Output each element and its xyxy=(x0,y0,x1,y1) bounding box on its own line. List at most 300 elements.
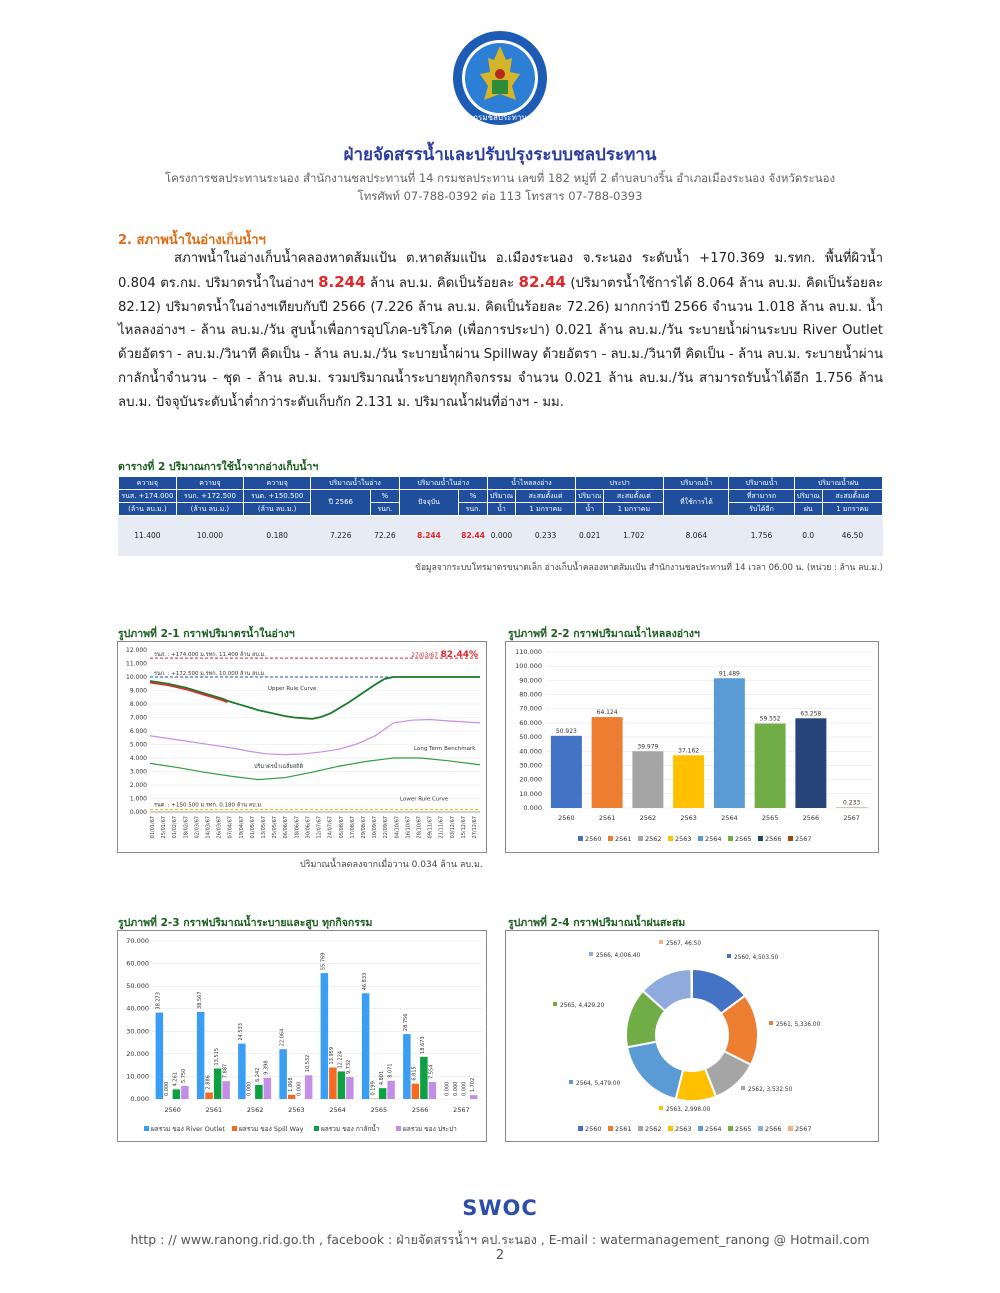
x-tick-label: 18/02/67 xyxy=(183,816,190,839)
th3-2: (ล้าน ลบ.ม.) xyxy=(176,503,243,516)
legend-label: 2564 xyxy=(705,835,722,843)
slice-label-swatch xyxy=(727,954,731,958)
x-tick-label: 06/06/67 xyxy=(283,816,290,839)
x-tick-label: 2560 xyxy=(164,1106,181,1114)
rainfall-donut-chart xyxy=(505,930,879,1142)
data-label: 9.398 xyxy=(263,1060,270,1075)
x-tick-label: 25/05/67 xyxy=(272,816,279,839)
data-label: 0.000 xyxy=(461,1081,468,1096)
data-label: 12.224 xyxy=(337,1050,344,1069)
y-tick-label: 30.000 xyxy=(519,761,542,770)
legend-label: 2565 xyxy=(735,1125,752,1133)
x-tick-label: 13/05/67 xyxy=(261,816,268,839)
x-tick-label: 29/08/67 xyxy=(360,816,367,839)
data-label: 4.801 xyxy=(378,1070,385,1086)
legend-swatch xyxy=(758,1126,763,1131)
x-tick-label: 03/12/67 xyxy=(449,816,456,839)
cell-13: 1.756 xyxy=(729,516,794,556)
royal-irrigation-logo xyxy=(450,28,550,128)
lower-rule-curve-line xyxy=(150,758,480,780)
logo-text: กรมชลประทาน xyxy=(473,113,527,122)
data-label: 55.769 xyxy=(320,952,327,971)
data-label: 13.959 xyxy=(329,1046,336,1065)
donut-slice xyxy=(691,969,692,999)
th-volume-2566: ปริมาณน้ำในอ่าง xyxy=(311,477,399,490)
th3-5: รนก. xyxy=(459,503,487,516)
data-label: 1.868 xyxy=(287,1077,294,1092)
x-tick-label: 17/08/67 xyxy=(349,816,356,839)
bar xyxy=(412,1084,420,1099)
data-label: 28.756 xyxy=(403,1013,410,1032)
data-label: 46.833 xyxy=(361,972,368,991)
legend-label: 2560 xyxy=(585,835,602,843)
para-part-3: (ปริมาตรน้ำใช้การได้ 8.064 ล้าน ลบ.ม. คิดเป็นร้อยละ 82.12) ปริมาตรน้ำในอ่างฯเทียบกับปี 2566 (7.226 ล้าน ลบ.ม. คิดเป็นร้อยละ 72.26) มากกว่าปี 2566 จำนวน 1.018 ล้าน ลบ.ม. น้ำไหลลงอ่างฯ - ล้าน ลบ.ม./วัน สูบน้ำเพื่อการอุปโภค-บริโภค (เพื่อการประปา) 0.021 ล้าน ลบ.ม./วัน ระบายน้ำผ่านระบบ River Outlet ด้วยอัตรา - ลบ.ม./วินาที คิดเป็น - ล้าน ลบ.ม./วัน ระบายน้ำผ่าน Spillway ด้วยอัตรา - ลบ.ม./วินาที คิดเป็น - ล้าน ลบ.ม. ระบายน้ำผ่านกาลักน้ำจำนวน - ชุด - ล้าน ลบ.ม. รวมปริมาณน้ำระบายทุกกิจกรรม จำนวน 0.021 ล้าน ลบ.ม./วัน สามารถรับน้ำได้อีก 1.756 ล้าน ลบ.ม. ปัจจุบันระดับน้ำต่ำกว่าระดับเก็บกัก 2.131 ม. ปริมาณน้ำฝนที่อ่างฯ - มม. xyxy=(118,275,883,410)
data-label: 50.923 xyxy=(555,727,577,735)
legend-swatch xyxy=(668,1126,673,1131)
y-tick-label: 110.000 xyxy=(515,648,542,656)
x-tick-label: 27/12/67 xyxy=(472,816,478,839)
y-tick-label: 10.000 xyxy=(519,789,542,798)
x-tick-label: 18/06/67 xyxy=(294,816,301,839)
x-tick-label: 2567 xyxy=(843,814,860,822)
data-label: 38.567 xyxy=(196,991,203,1009)
cell-11: 1.702 xyxy=(604,516,664,556)
legend-swatch xyxy=(728,1126,733,1131)
x-tick-label: 2564 xyxy=(329,1106,346,1114)
data-label: 1.702 xyxy=(469,1077,476,1093)
y-tick-label: 40.000 xyxy=(519,747,542,756)
th-volume-now: ปริมาณน้ำในอ่าง xyxy=(399,477,487,490)
data-label: 38.273 xyxy=(155,992,162,1010)
x-tick-label: 30/06/67 xyxy=(305,816,312,839)
legend-label: 2562 xyxy=(645,1125,662,1133)
th2-8: ปริมาณ xyxy=(487,490,515,503)
data-label: 7.554 xyxy=(428,1064,435,1079)
y-tick-label: 70.000 xyxy=(126,937,149,945)
data-label: 9.732 xyxy=(346,1059,353,1075)
bar xyxy=(329,1067,337,1099)
x-tick-label: 22/09/67 xyxy=(383,816,390,839)
y-tick-label: 12.000 xyxy=(126,647,147,654)
current-year-line xyxy=(150,683,228,703)
data-label: 2.886 xyxy=(205,1075,212,1090)
bar xyxy=(264,1078,272,1099)
th-water-supply: ประปา xyxy=(576,477,664,490)
min-level-label: รนต. : +150.500 ม.รทก. 0.180 ล้าน ลบ.ม. xyxy=(154,802,263,809)
lower-rule-label: Lower Rule Curve xyxy=(400,796,449,803)
th-receivable: ปริมาณน้ำ xyxy=(729,477,794,490)
legend-label: 2561 xyxy=(615,1125,632,1133)
section-heading: 2. สภาพน้ำในอ่างเก็บน้ำฯ xyxy=(118,233,266,248)
bar xyxy=(379,1088,387,1099)
cell-3: 0.180 xyxy=(244,516,311,556)
data-label: 0.000 xyxy=(452,1081,459,1096)
y-tick-label: 100.000 xyxy=(515,662,542,671)
y-tick-label: 11.000 xyxy=(126,660,147,668)
th2-9: สะสมตั้งแต่ xyxy=(516,490,576,503)
th2-5: % xyxy=(371,490,399,503)
th2-1: รนส. +174.000 xyxy=(119,490,177,503)
x-tick-label: 01/01/67 xyxy=(150,816,156,839)
normal-level-label: รนก. : +172.500 ม.รทก. 10.000 ล้าน ลบ.ม. xyxy=(154,671,266,677)
data-label: 0.199 xyxy=(370,1081,377,1096)
th-capacity-normal: ความจุ xyxy=(176,477,243,490)
data-label: 22.064 xyxy=(279,1028,286,1047)
th-capacity-max: ความจุ xyxy=(119,477,177,490)
x-tick-label: 2561 xyxy=(205,1106,223,1114)
y-tick-label: 2.000 xyxy=(129,782,147,789)
data-label: 10.532 xyxy=(304,1054,311,1073)
upper-rule-curve-line xyxy=(150,677,480,719)
bar xyxy=(755,724,786,808)
table-header-row-2 xyxy=(119,490,883,503)
data-label: 6.815 xyxy=(411,1066,418,1081)
th2-13: ที่สามารถ xyxy=(729,490,794,503)
swoc-brand: SWOC xyxy=(462,1196,538,1220)
bar xyxy=(795,718,826,808)
y-tick-label: 50.000 xyxy=(519,733,542,742)
legend-label: 2565 xyxy=(735,835,752,843)
legend-swatch xyxy=(396,1126,401,1131)
legend-label: 2562 xyxy=(645,835,662,843)
bar xyxy=(288,1095,296,1099)
bar xyxy=(222,1081,230,1099)
legend-label: ผลรวม ของ กาลักน้ำ xyxy=(321,1125,380,1133)
x-tick-label: 12/07/67 xyxy=(316,816,323,839)
water-usage-table xyxy=(118,476,883,556)
para-part-1: สภาพน้ำในอ่างเก็บน้ำคลองหาดส้มแป้น ต.หาดส้มแป้น อ.เมืองระนอง จ.ระนอง ระดับน้ำ +170.369 ม.รทก. พื้นที่ผิวน้ำ 0.804 ตร.กม. ปริมาตรน้ำในอ่างฯ xyxy=(118,251,883,291)
legend-label: ผลรวม ของ River Outlet xyxy=(151,1125,225,1133)
cell-9: 0.233 xyxy=(516,516,576,556)
legend-swatch xyxy=(728,836,733,841)
x-tick-label: 28/10/67 xyxy=(416,816,423,839)
bar xyxy=(205,1092,213,1099)
slice-label: 2563, 2,998.00 xyxy=(666,1107,711,1113)
highlight-percent: 82.44 xyxy=(518,272,566,291)
th2-14: ปริมาณ xyxy=(794,490,822,503)
data-label: 63.258 xyxy=(800,710,822,718)
data-label: 18.673 xyxy=(420,1036,427,1054)
bar xyxy=(420,1057,428,1099)
legend-swatch xyxy=(668,836,673,841)
x-tick-label: 04/10/67 xyxy=(394,816,401,839)
legend-label: 2566 xyxy=(765,1125,782,1133)
fig1-title: รูปภาพที่ 2-1 กราฟปริมาตรน้ำในอ่างฯ xyxy=(118,628,295,640)
cell-2: 10.000 xyxy=(176,516,243,556)
slice-label-swatch xyxy=(741,1086,745,1090)
slice-label-swatch xyxy=(659,940,663,944)
th3-8: น้ำ xyxy=(576,503,604,516)
legend-label: 2564 xyxy=(705,1125,722,1133)
data-label: 6.242 xyxy=(255,1067,262,1082)
slice-label-swatch xyxy=(569,1080,573,1084)
y-tick-label: 50.000 xyxy=(126,982,149,991)
x-tick-label: 01/05/67 xyxy=(249,816,256,839)
legend-swatch xyxy=(232,1126,237,1131)
org-address: โครงการชลประทานระนอง สำนักงานชลประทานที่ 14 กรมชลประทาน เลขที่ 182 หมู่ที่ 2 ตำบลบางริ้น อำเภอเมืองระนอง จังหวัดระนอง xyxy=(164,171,836,185)
th2-11: สะสมตั้งแต่ xyxy=(604,490,664,503)
cell-7: 82.44 xyxy=(459,516,487,556)
table-header-row-1 xyxy=(119,477,883,490)
x-tick-label: 16/10/67 xyxy=(405,816,412,839)
y-tick-label: 1.000 xyxy=(129,795,147,803)
legend-swatch xyxy=(578,1126,583,1131)
bar xyxy=(305,1075,313,1099)
y-tick-label: 6.000 xyxy=(129,728,147,735)
fig2-title: รูปภาพที่ 2-2 กราฟปริมาณน้ำไหลลงอ่างฯ xyxy=(508,628,700,640)
slice-label-swatch xyxy=(589,952,593,956)
legend-label: 2567 xyxy=(795,835,812,843)
y-tick-label: 80.000 xyxy=(519,690,542,699)
bar xyxy=(214,1068,222,1099)
fig3-title: รูปภาพที่ 2-3 กราฟปริมาณน้ำระบายและสูบ ทุกกิจกรรม xyxy=(118,917,373,929)
legend-label: 2566 xyxy=(765,835,782,843)
legend-swatch xyxy=(698,836,703,841)
legend-swatch xyxy=(788,1126,793,1131)
data-label: 39.979 xyxy=(637,743,659,751)
footer-contact: http : // www.ranong.rid.go.th , facebook : ฝ่ายจัดสรรน้ำฯ คป.ระนอง , E-mail : watermanagement_ranong @ Hotmail.com xyxy=(130,1232,870,1247)
data-label: 0.233 xyxy=(843,799,861,807)
bar xyxy=(470,1095,478,1099)
x-tick-label: 21/11/67 xyxy=(438,816,445,839)
avg-label: ปริมาตรน้ำเฉลี่ยสถิติ xyxy=(254,764,304,771)
bar xyxy=(387,1081,395,1099)
donut-slice xyxy=(627,1042,683,1099)
th-rainfall: ปริมาณน้ำฝน xyxy=(794,477,882,490)
y-tick-label: 5.000 xyxy=(129,741,147,749)
bar xyxy=(551,736,582,808)
bar xyxy=(338,1071,346,1099)
y-tick-label: 90.000 xyxy=(519,676,542,685)
y-tick-label: 60.000 xyxy=(126,959,149,968)
data-label: 5.750 xyxy=(181,1068,188,1084)
cell-14: 0.0 xyxy=(794,516,822,556)
x-tick-label: 05/08/67 xyxy=(338,816,345,839)
th2-10: ปริมาณ xyxy=(576,490,604,503)
x-tick-label: 2561 xyxy=(598,814,616,822)
y-tick-label: 20.000 xyxy=(126,1049,149,1058)
x-tick-label: 14/03/67 xyxy=(205,816,212,839)
cell-5: 72.26 xyxy=(371,516,399,556)
th-usable: ปริมาณน้ำ xyxy=(664,477,729,490)
org-phone: โทรศัพท์ 07-788-0392 ต่อ 113 โทรสาร 07-788-0393 xyxy=(357,189,643,203)
x-tick-label: 2564 xyxy=(721,814,738,822)
legend-label: 2561 xyxy=(615,835,632,843)
x-tick-label: 2565 xyxy=(761,814,779,822)
legend-swatch xyxy=(638,1126,643,1131)
y-tick-label: 10.000 xyxy=(126,1072,149,1081)
reservoir-status-paragraph xyxy=(118,247,883,415)
cell-4: 7.226 xyxy=(311,516,371,556)
y-tick-label: 9.000 xyxy=(129,687,147,695)
bar xyxy=(362,993,370,1099)
y-tick-label: 70.000 xyxy=(519,704,542,713)
th2-4: ปี 2566 xyxy=(311,490,371,516)
data-label: 0.000 xyxy=(246,1081,253,1096)
data-label: 37.162 xyxy=(678,747,700,755)
legend-swatch xyxy=(608,836,613,841)
x-tick-label: 01/02/67 xyxy=(172,816,179,839)
cell-6: 8.244 xyxy=(399,516,459,556)
release-chart xyxy=(117,930,487,1142)
legend-swatch xyxy=(758,836,763,841)
x-tick-label: 2562 xyxy=(639,814,657,822)
y-tick-label: 7.000 xyxy=(129,714,147,722)
bar xyxy=(181,1086,189,1099)
y-tick-label: 10.000 xyxy=(126,674,147,681)
y-tick-label: 60.000 xyxy=(519,718,542,727)
x-tick-label: 25/01/67 xyxy=(161,816,168,839)
data-label: 91.489 xyxy=(718,670,740,678)
table-title: ตารางที่ 2 ปริมาณการใช้น้ำจากอ่างเก็บน้ำฯ xyxy=(118,461,319,473)
th3-12: 1 มกราคม xyxy=(822,503,882,516)
slice-label: 2561, 5,336.00 xyxy=(776,1022,821,1028)
legend-label: 2560 xyxy=(585,1125,602,1133)
th3-11: ฝน xyxy=(794,503,822,516)
table-source-note: ข้อมูลจากระบบโทรมาตรขนาดเล็ก อ่างเก็บน้ำคลองหาดส้มแป้น สำนักงานชลประทานที่ 14 เวลา 06.00 น. (หน่วย : ล้าน ลบ.ม.) xyxy=(415,563,883,573)
y-tick-label: 20.000 xyxy=(519,775,542,784)
legend-label: ผลรวม ของ Spill Way xyxy=(239,1125,304,1133)
legend-swatch xyxy=(578,836,583,841)
data-label: 64.124 xyxy=(596,709,618,717)
current-date-label: 27/03/67 : xyxy=(411,652,442,660)
x-tick-label: 2563 xyxy=(288,1106,305,1114)
y-tick-label: 8.000 xyxy=(129,701,147,708)
x-tick-label: 2562 xyxy=(246,1106,264,1114)
y-tick-label: 30.000 xyxy=(126,1027,149,1036)
x-tick-label: 2565 xyxy=(370,1106,388,1114)
data-label: 8.071 xyxy=(387,1063,394,1078)
bar xyxy=(673,755,704,808)
ltb-label: Long Term Benchmark xyxy=(414,745,476,752)
upper-rule-label: Upper Rule Curve xyxy=(268,685,317,692)
y-tick-label: 4.000 xyxy=(129,755,147,762)
highlight-volume: 8.244 xyxy=(318,272,366,291)
x-tick-label: 07/04/67 xyxy=(227,816,234,839)
legend-swatch xyxy=(698,1126,703,1131)
th3-7: 1 มกราคม xyxy=(516,503,576,516)
y-tick-label: 0.000 xyxy=(130,1095,149,1103)
slice-label: 2567, 46.50 xyxy=(666,941,702,947)
x-tick-label: 26/03/67 xyxy=(216,816,223,839)
table-header-row-3 xyxy=(119,503,883,516)
legend-label: ผลรวม ของ ประปา xyxy=(403,1125,457,1133)
bar xyxy=(403,1034,411,1099)
page-number: 2 xyxy=(495,1248,505,1263)
legend-swatch xyxy=(788,836,793,841)
bar xyxy=(173,1089,181,1099)
slice-label: 2562, 3,532.50 xyxy=(748,1087,793,1093)
th-capacity-min: ความจุ xyxy=(244,477,311,490)
th2-6: ปัจจุบัน xyxy=(399,490,459,516)
slice-label-swatch xyxy=(553,1002,557,1006)
cell-15: 46.50 xyxy=(822,516,882,556)
bar xyxy=(346,1077,354,1099)
cell-1: 11.400 xyxy=(119,516,177,556)
slice-label-swatch xyxy=(659,1106,663,1110)
y-tick-label: 3.000 xyxy=(129,768,147,776)
y-tick-label: 0.000 xyxy=(523,804,542,812)
slice-label: 2565, 4,429.20 xyxy=(560,1003,605,1009)
th3-4: รนก. xyxy=(371,503,399,516)
reservoir-volume-chart xyxy=(117,641,487,853)
cell-10: 0.021 xyxy=(576,516,604,556)
slice-label-swatch xyxy=(769,1021,773,1025)
bar xyxy=(632,751,663,808)
table-row xyxy=(119,516,883,556)
x-tick-label: 2566 xyxy=(802,814,820,822)
bar xyxy=(156,1013,164,1099)
data-label: 24.533 xyxy=(238,1023,245,1041)
th2-15: สะสมตั้งแต่ xyxy=(822,490,882,503)
bar xyxy=(255,1085,263,1099)
th3-6: น้ำ xyxy=(487,503,515,516)
slice-label: 2566, 4,006.40 xyxy=(596,953,641,959)
data-label: 0.000 xyxy=(164,1081,171,1096)
x-tick-label: 19/04/67 xyxy=(238,816,245,839)
bar xyxy=(238,1044,246,1099)
inflow-chart xyxy=(505,641,879,853)
org-title: ฝ่ายจัดสรรน้ำและปรับปรุงระบบชลประทาน xyxy=(343,145,657,165)
data-label: 7.887 xyxy=(222,1063,229,1079)
th3-3: (ล้าน ลบ.ม.) xyxy=(244,503,311,516)
y-tick-label: 0.000 xyxy=(129,809,147,816)
data-label: 4.261 xyxy=(172,1072,179,1087)
x-tick-label: 2567 xyxy=(453,1106,470,1114)
current-percent-label: 82.44% xyxy=(440,650,478,661)
th2-2: รนก. +172.500 xyxy=(176,490,243,503)
legend-swatch xyxy=(638,836,643,841)
x-tick-label: 2563 xyxy=(680,814,697,822)
th2-12: ที่ใช้การได้ xyxy=(664,490,729,516)
bar xyxy=(429,1082,437,1099)
bar xyxy=(321,973,329,1099)
th3-10: รับได้อีก xyxy=(729,503,794,516)
para-part-2: ล้าน ลบ.ม. คิดเป็นร้อยละ xyxy=(365,275,519,291)
max-level-label: รนส. : +174.000 ม.รทก. 11.400 ล้าน ลบ.ม. xyxy=(154,652,266,659)
legend-label: 2563 xyxy=(675,1125,692,1133)
legend-label: 2567 xyxy=(795,1125,812,1133)
x-tick-label: 15/12/67 xyxy=(460,816,467,839)
bar xyxy=(279,1049,287,1099)
th3-1: (ล้าน ลบ.ม.) xyxy=(119,503,177,516)
th3-9: 1 มกราคม xyxy=(604,503,664,516)
fig4-title: รูปภาพที่ 2-4 กราฟปริมาณน้ำฝนสะสม xyxy=(508,917,686,929)
th2-7: % xyxy=(459,490,487,503)
legend-swatch xyxy=(314,1126,319,1131)
bar xyxy=(592,717,623,808)
data-label: 0.000 xyxy=(296,1081,303,1096)
volume-change-note: ปริมาณน้ำลดลงจากเมื่อวาน 0.034 ล้าน ลบ.ม. xyxy=(300,860,483,870)
legend-swatch xyxy=(608,1126,613,1131)
th2-3: รนต. +150.500 xyxy=(244,490,311,503)
x-tick-label: 24/07/67 xyxy=(327,816,334,839)
bar xyxy=(197,1012,205,1099)
x-tick-label: 02/03/67 xyxy=(194,816,201,839)
slice-label: 2564, 5,479.00 xyxy=(576,1081,621,1087)
data-label: 59.552 xyxy=(759,715,781,723)
cell-8: 0.000 xyxy=(487,516,515,556)
x-tick-label: 2566 xyxy=(411,1106,429,1114)
cell-12: 8.064 xyxy=(664,516,729,556)
th-inflow: น้ำไหลลงอ่าง xyxy=(487,477,575,490)
legend-label: 2563 xyxy=(675,835,692,843)
bar xyxy=(714,678,745,808)
y-tick-label: 40.000 xyxy=(126,1004,149,1013)
slice-label: 2560, 4,503.50 xyxy=(734,955,779,961)
x-tick-label: 09/11/67 xyxy=(427,816,434,839)
x-tick-label: 2560 xyxy=(558,814,575,822)
